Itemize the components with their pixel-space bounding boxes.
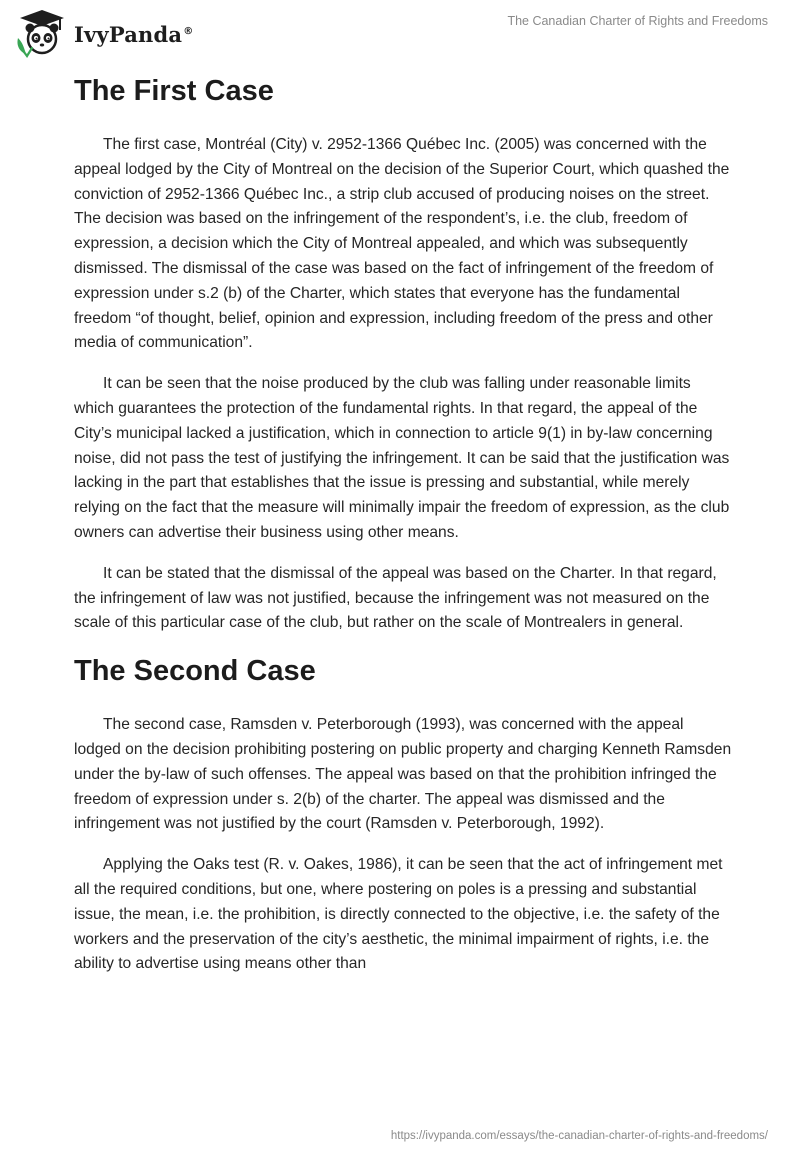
page-header — [0, 0, 800, 60]
paragraph: It can be seen that the noise produced by the club was falling under reasonable limits which guarantees the protection of the fundamental rights. In that regard, the appeal of the City’s municipal lacked a justification, which in connection to article 9(1) in by-law concerning noise, did not pass the test of justifying the infringement. It can be said that the justification was lacking in the part that establishes that the issue is pressing and substantial, while merely relying on the fact that the measure will minimally impair the freedom of expression, as the club owners can advertise their business using other means. — [74, 375, 730, 541]
ivypanda-logo[interactable] — [14, 8, 193, 58]
section-heading: The First Case — [74, 75, 274, 107]
logo-wordmark: IvyPanda® — [74, 21, 194, 47]
essay-content — [74, 68, 734, 993]
paragraph: The second case, Ramsden v. Peterborough (1993), was concerned with the appeal lodged on the decision prohibiting postering on public property and charging Kenneth Ramsden under the by-law of such offenses. The appeal was based on that the prohibition infringed the freedom of expression under s. 2(b) of the charter. The appeal was dismissed and the infringement was not justified by the court (Ramsden v. Peterborough, 1992). — [74, 716, 732, 833]
paragraph: The first case, Montréal (City) v. 2952-1366 Québec Inc. (2005) was concerned with the appeal lodged by the City of Montreal on the decision of the Superior Court, which quashed the conviction of 2952-1366 Québec Inc., a strip club accused of producing noises on the street. The decision was based on the infringement of the respondent’s, i.e. the club, freedom of expression, a decision which the City of Montreal appealed, and which was subsequently dismissed. The dismissal of the case was based on the fact of infringement of the freedom of expression under s.2 (b) of the Charter, which states that everyone has the fundamental freedom “of thought, belief, opinion and expression, including freedom of the press and other media of communication”. — [74, 136, 730, 352]
section-first-case — [74, 68, 734, 636]
paragraph: Applying the Oaks test (R. v. Oakes, 1986), it can be seen that the act of infringement met all the required conditions, but one, where postering on poles is a pressing and substantial issue, the mean, i.e. the prohibition, is directly connected to the objective, i.e. the safety of the workers and the preservation of the city’s aesthetic, the minimal impairment of rights, i.e. the ability to advertise using means other than — [74, 856, 723, 973]
document-title: The Canadian Charter of Rights and Freedoms — [507, 14, 768, 28]
section-heading: The Second Case — [74, 655, 316, 688]
section-second-case — [74, 648, 734, 977]
panda-graduate-icon — [14, 8, 70, 58]
source-url-link[interactable]: https://ivypanda.com/essays/the-canadian-charter-of-rights-and-freedoms/ — [390, 1130, 768, 1142]
paragraph: It can be stated that the dismissal of the appeal was based on the Charter. In that regard, the infringement of law was not justified, because the infringement was not measured on the scale of this particular case of the club, but rather on the scale of Montrealers in general. — [74, 564, 717, 632]
